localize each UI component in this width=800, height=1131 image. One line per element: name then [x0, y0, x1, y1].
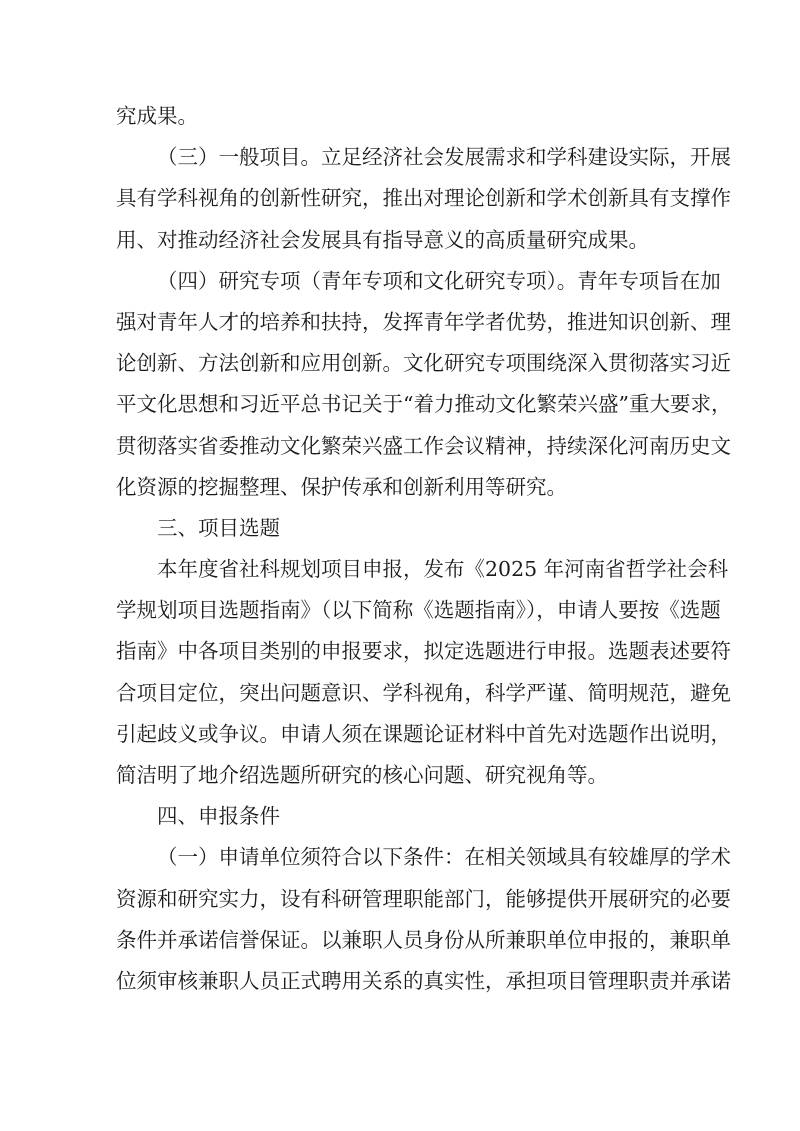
text-line: 简洁明了地介绍选题所研究的核心问题、研究视角等。 — [116, 763, 608, 787]
text-line: 究成果。 — [116, 104, 198, 128]
section-heading: 三、项目选题 — [157, 515, 280, 540]
text-line: 合项目定位，突出问题意识、学科视角，科学严谨、简明规范，避免 — [116, 680, 731, 705]
text-line: 位须审核兼职人员正式聘用关系的真实性，承担项目管理职责并承诺 — [116, 968, 731, 993]
text-line: （三）一般项目。立足经济社会发展需求和学科建设实际，开展 — [157, 145, 731, 170]
text-line: 具有学科视角的创新性研究，推出对理论创新和学术创新具有支撑作 — [116, 186, 731, 211]
text-line: 指南》中各项目类别的申报要求，拟定选题进行申报。选题表述要符 — [116, 639, 731, 664]
text-line: 强对青年人才的培养和扶持，发挥青年学者优势，推进知识创新、理 — [116, 309, 731, 334]
body-text — [116, 96, 732, 1002]
text-line: 平文化思想和习近平总书记关于“着力推动文化繁荣兴盛”重大要求， — [116, 392, 732, 417]
text-line: （一）申请单位须符合以下条件：在相关领域具有较雄厚的学术 — [157, 845, 731, 870]
text-line: 本年度省社科规划项目申报，发布《2025 年河南省哲学社会科 — [157, 557, 729, 582]
text-line: 贯彻落实省委推动文化繁荣兴盛工作会议精神，持续深化河南历史文 — [116, 433, 731, 458]
text-line: 论创新、方法创新和应用创新。文化研究专项围绕深入贯彻落实习近 — [116, 351, 731, 376]
text-line: 化资源的挖掘整理、保护传承和创新利用等研究。 — [116, 474, 567, 499]
text-line: 引起歧义或争议。申请人须在课题论证材料中首先对选题作出说明， — [116, 721, 731, 746]
text-line: 用、对推动经济社会发展具有指导意义的高质量研究成果。 — [116, 227, 649, 252]
text-line: 资源和研究实力，设有科研管理职能部门，能够提供开展研究的必要 — [116, 886, 731, 911]
text-line: 条件并承诺信誉保证。以兼职人员身份从所兼职单位申报的，兼职单 — [116, 927, 731, 952]
text-line: 学规划项目选题指南》（以下简称《选题指南》），申请人要按《选题 — [116, 598, 721, 623]
section-heading: 四、申报条件 — [157, 804, 280, 829]
text-line: （四）研究专项（青年专项和文化研究专项）。青年专项旨在加 — [157, 268, 721, 293]
